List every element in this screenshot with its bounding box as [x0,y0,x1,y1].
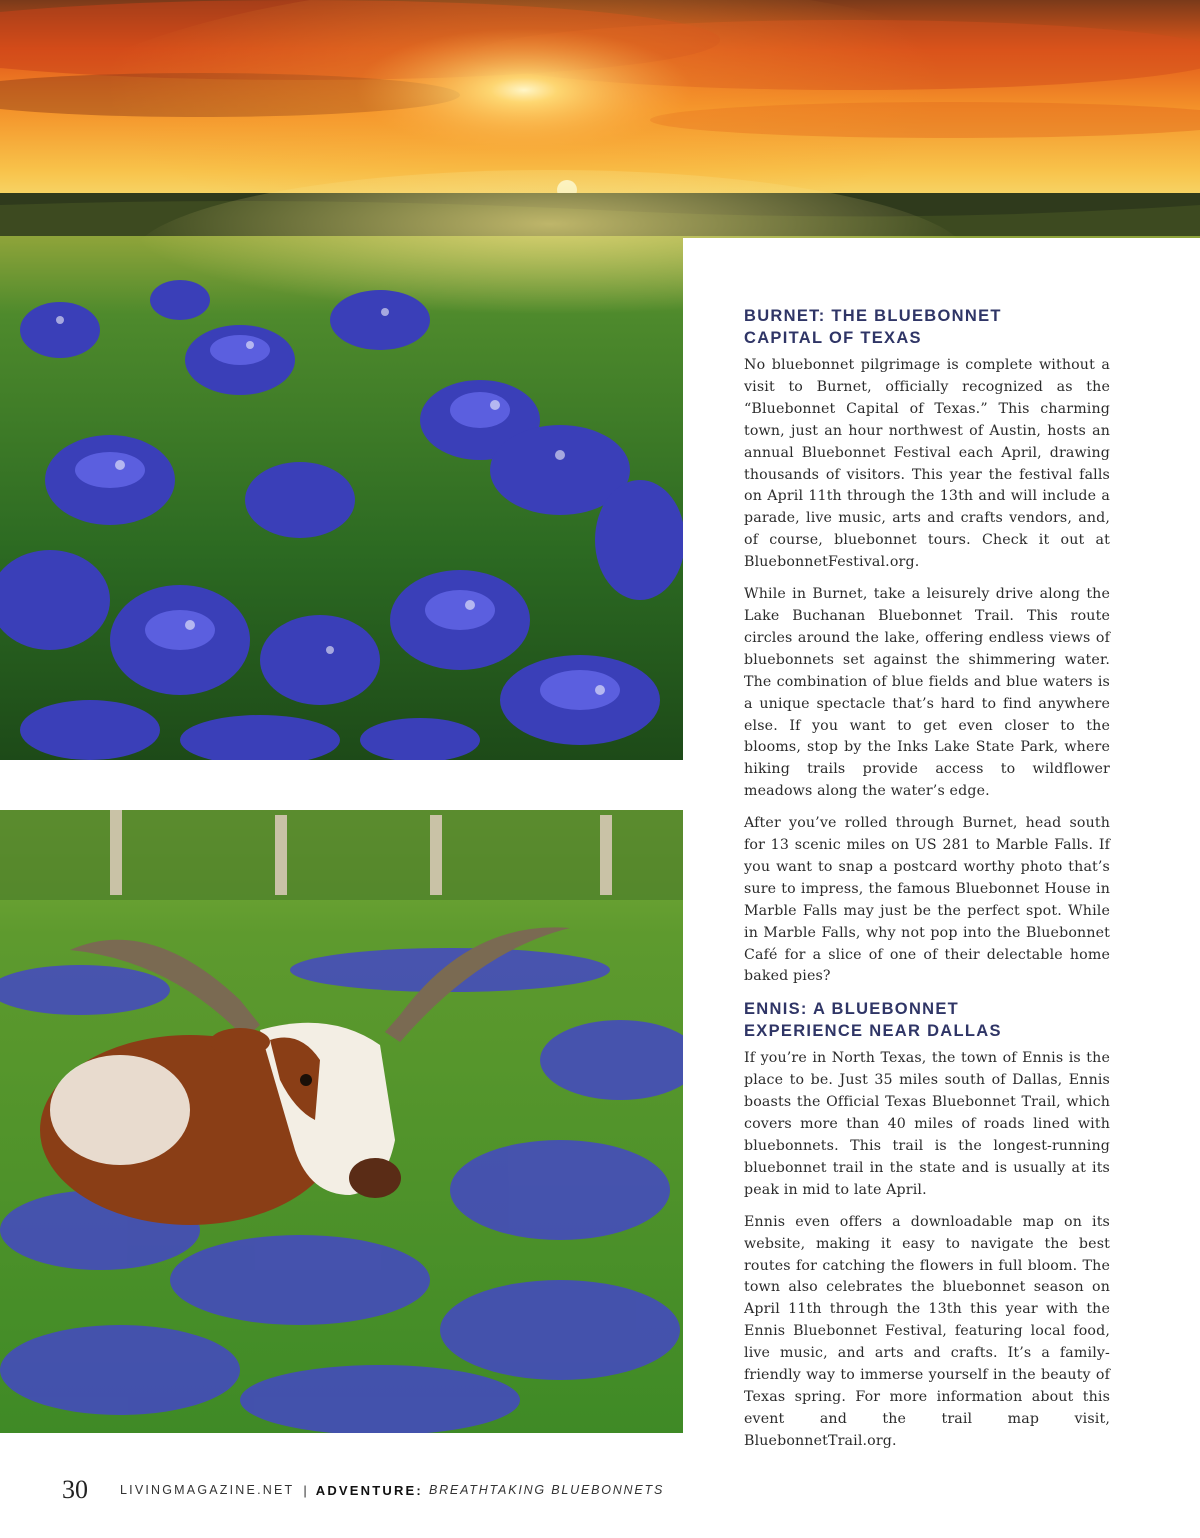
footer-topic: BREATHTAKING BLUEBONNETS [428,1483,665,1497]
paragraph: After you’ve rolled through Burnet, head south for 13 scenic miles on US 281 to Marble Falls. If you want to snap a postcard worthy photo that’s sure to impress, the famous Bluebonnet House in Marble Falls may just be the perfect spot. While in Marble Falls, why not pop into the Bluebonnet Café for a slice of one of their delectable home baked pies? [744,815,1110,985]
heading-line: ENNIS: A BLUEBONNET [744,1000,960,1019]
paragraph: No bluebonnet pilgrimage is complete without a visit to Burnet, officially recognized as the “Bluebonnet Capital of Texas.” This charming town, just an hour northwest of Austin, hosts an annual Bluebonnet Festival each April, drawing thousands of visitors. This year the festival falls on April 11th through the 13th and will include a parade, live music, arts and crafts vendors, and, of course, bluebonnet tours. Check it out at BluebonnetFestival.org. [744,357,1110,571]
article-body [744,305,1110,1463]
paragraph: If you’re in North Texas, the town of Ennis is the place to be. Just 35 miles south of Dallas, Ennis boasts the Official Texas Bluebonnet Trail, which covers more than 40 miles of roads lined with bluebonnets. This trail is the longest-running bluebonnet trail in the state and is usually at its peak in mid to late April. [744,1050,1110,1198]
section-heading-ennis [744,998,1110,1042]
section-heading-burnet [744,305,1110,349]
footer-section-label: ADVENTURE: [315,1482,423,1498]
longhorn-in-bluebonnets-photo [0,810,683,1433]
page-footer [62,1470,664,1510]
heading-line: CAPITAL OF TEXAS [744,329,922,347]
longhorn-photo-graphic [0,810,683,1433]
paragraph: Ennis even offers a downloadable map on its website, making it easy to navigate the best routes for catching the flowers in full bloom. The town also celebrates the bluebonnet season on April 11th through the 13th this year with the Ennis Bluebonnet Festival, featuring local food, live music, and arts and crafts. It’s a family-friendly way to immerse yourself in the beauty of Texas spring. For more information about this event and the trail map visit, BluebonnetTrail.org. [744,1213,1110,1449]
heading-line: BURNET: THE BLUEBONNET [744,307,1002,325]
paragraph: While in Burnet, take a leisurely drive along the Lake Buchanan Bluebonnet Trail. This route circles around the lake, offering endless views of bluebonnets set against the shimmering water. The combination of blue fields and blue waters is a unique spectacle that’s hard to find anywhere else. If you want to get even closer to the blooms, stop by the Inks Lake State Park, where hiking trails provide access to wildflower meadows along the water’s edge. [744,586,1110,800]
heading-line: EXPERIENCE NEAR DALLAS [744,1022,1002,1041]
footer-site-link[interactable]: LIVINGMAGAZINE.NET [120,1483,295,1497]
footer-separator: | [303,1482,307,1498]
page-number: 30 [62,1475,88,1504]
